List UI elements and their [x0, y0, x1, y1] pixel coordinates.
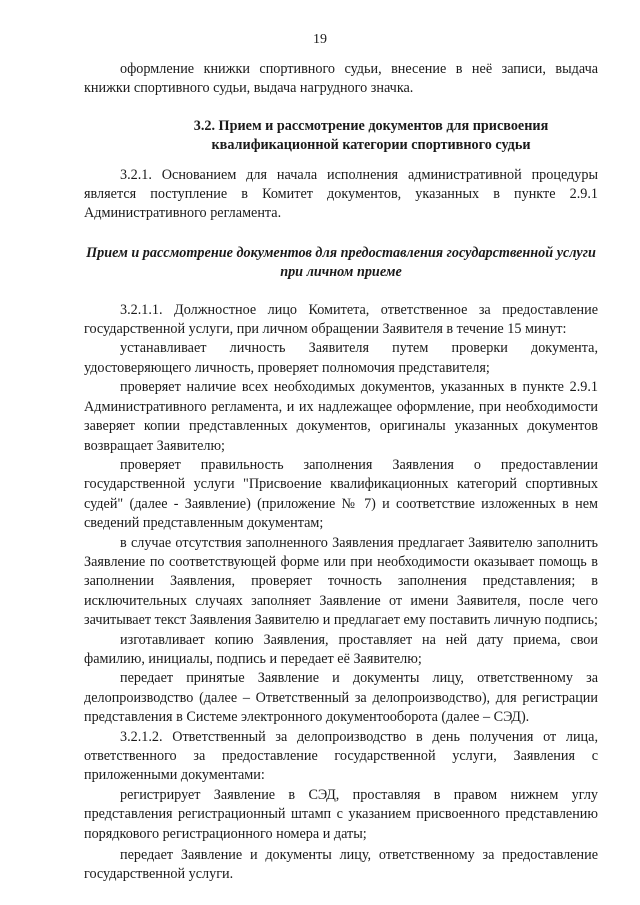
paragraph-registration: регистрирует Заявление в СЭД, проставляя в правом нижнем углу представления регистрационный штамп с указанием присвоенного представлению порядкового регистрационного номера и даты;: [84, 786, 598, 842]
paragraph-identity-check: устанавливает личность Заявителя путем проверки документа, удостоверяющего личность, проверяет полномочия представителя;: [84, 340, 598, 376]
paragraph-application-help: в случае отсутствия заполненного Заявления предлагает Заявителю заполнить Заявление по соответствующей форме или при необходимости оказывает помощь в заполнении Заявления, проверяет точность заполнения представления; в исключительных случаях заполняет Заявление от имени Заявителя, после чего зачитывает текст Заявления Заявителю и предлагает ему поставить личную подпись;: [84, 534, 598, 629]
paragraph-continuation: оформление книжки спортивного судьи, внесение в неё записи, выдача книжки спортивного судьи, выдача нагрудного значка.: [84, 61, 598, 97]
paragraph-transfer: передает принятые Заявление и документы лицу, ответственному за делопроизводство (далее – Ответственный за делопроизводство), для регистрации представления в Системе электронного документооборота (далее – СЭД).: [84, 670, 598, 726]
section-heading: 3.2. Прием и рассмотрение документов для присвоения квалификационной категории спортивного судьи: [193, 117, 549, 154]
paragraph-documents-check: проверяет наличие всех необходимых документов, указанных в пункте 2.9.1 Административного регламента, и их надлежащее оформление, при необходимости заверяет копии представленных документов, оригиналы указанных документов возвращает Заявителю;: [84, 379, 598, 454]
subsection-heading: Прием и рассмотрение документов для предоставления государственной услуги при личном приеме: [86, 244, 596, 281]
page-body: [84, 60, 598, 885]
paragraph-handover: передает Заявление и документы лицу, ответственному за предоставление государственной услуги.: [84, 847, 598, 883]
paragraph-3-2-1: 3.2.1. Основанием для начала исполнения административной процедуры является поступление в Комитет документов, указанных в пункте 2.9.1 Административного регламента.: [84, 166, 598, 222]
paragraph-copy: изготавливает копию Заявления, проставляет на ней дату приема, свои фамилию, инициалы, подпись и передает её Заявителю;: [84, 631, 598, 667]
paragraph-3-2-1-1: 3.2.1.1. Должностное лицо Комитета, ответственное за предоставление государственной услуги, при личном обращении Заявителя в течение 15 минут:: [84, 301, 598, 338]
paragraph-application-check: проверяет правильность заполнения Заявления о предоставлении государственной услуги "Присвоение квалификационных категорий спортивных судей" (далее - Заявление) (приложение № 7) и соответствие изложенных в нем сведений представленным документам;: [84, 456, 598, 532]
page-number: 19: [313, 32, 327, 47]
paragraph-3-2-1-2: 3.2.1.2. Ответственный за делопроизводство в день получения от лица, ответственного за предоставление государственной услуги, Заявления с приложенными документами:: [84, 728, 598, 784]
